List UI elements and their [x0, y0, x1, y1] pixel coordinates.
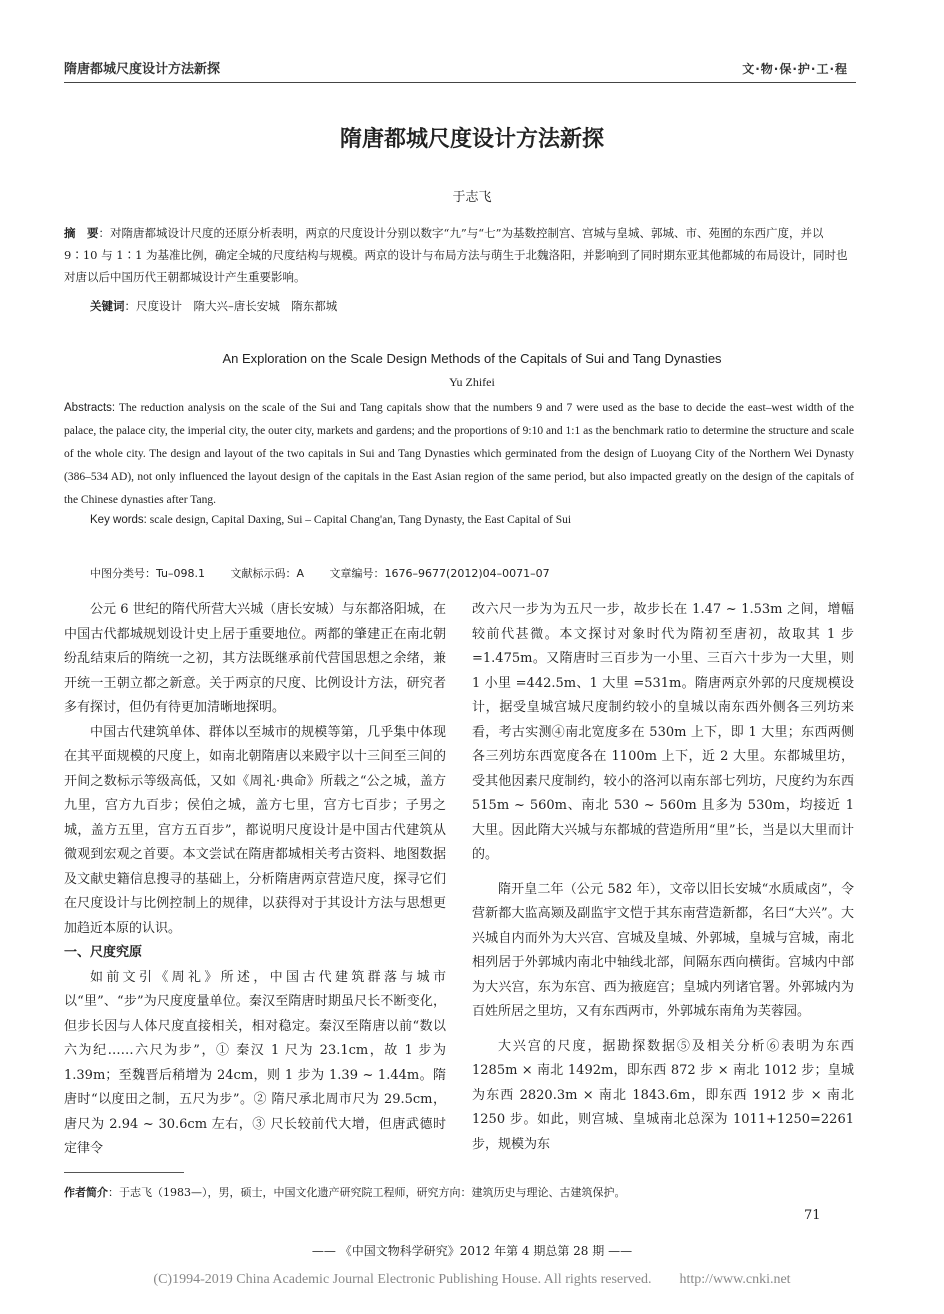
abstract-cn	[64, 222, 854, 288]
classification-line	[90, 565, 572, 581]
body-column-left	[64, 598, 446, 1162]
article-number: 文章编号：1676–9677(2012)04–0071–07	[329, 567, 550, 580]
keywords-en-text: scale design, Capital Daxing, Sui – Capital Chang'an, Tang Dynasty, the East Capital of Sui	[146, 514, 572, 526]
keywords-cn	[90, 298, 337, 314]
copyright-watermark: (C)1994-2019 China Academic Journal Electronic Publishing House. All rights reserved. http://www.cnki.net	[153, 1272, 791, 1287]
keywords-en	[90, 514, 571, 526]
body-paragraph: 大兴宫的尺度，据勘探数据⑤及相关分析⑥表明为东西 1285m × 南北 1492m，即东西 872 步 × 南北 1012 步；皇城为东西 2820.3m × 南北 1843.6m，即东西 1912 步 × 南北 1250 步。如此，则宫城、皇城南北总深为 1011+1250=2261 步，规模为东	[472, 1038, 854, 1152]
abstract-cn-text: ：对隋唐都城设计尺度的还原分析表明，两京的尺度设计分别以数字“九”与“七”为基数控制宫、宫城与皇城、郭城、市、苑囿的东西广度，并以 9∶10 与 1∶1 为基准比例，确定全城的尺度结构与规模。两京的设计与布局方法与萌生于北魏洛阳，并影响到了同时期东亚其他都城的布局设计，同时也对唐以后中国历代王朝都城设计产生重要影响。	[64, 226, 848, 284]
paper-author-en: Yu Zhifei	[449, 375, 495, 389]
paper-title-en: An Exploration on the Scale Design Methods of the Capitals of Sui and Tang Dynasties	[222, 351, 722, 366]
page-number: 71	[804, 1208, 821, 1223]
abstract-en	[64, 397, 854, 512]
clc-code: 中图分类号：Tu–098.1	[90, 567, 206, 580]
body-paragraph: 中国古代建筑单体、群体以至城市的规模等第，几乎集中体现在其平面规模的尺度上，如南北朝隋唐以来殿宇以十三间至三间的开间之数标示等级高低，又如《周礼·典命》所载之“公之城，盖方九里，宫方九百步；侯伯之城，盖方七里，宫方七百步；子男之城，盖方五里，宫方五百步”，都说明尺度设计是中国古代建筑从微观到宏观之首要。本文尝试在隋唐都城相关考古资料、地图数据及文献史籍信息搜寻的基础上，分析隋唐两京营造尺度，探寻它们在尺度设计与比例控制上的规律，以获得对于其设计方法与思想更加趋近本原的认识。	[64, 724, 446, 936]
footnote-label: 作者简介	[64, 1186, 108, 1199]
body-paragraph: 公元 6 世纪的隋代所营大兴城（唐长安城）与东都洛阳城，在中国古代都城规划设计史上居于重要地位。两都的肇建正在南北朝纷乱结束后的隋统一之初，其方法既继承前代营国思想之余绪，兼开统一王朝立都之新意。关于两京的尺度、比例设计方法，研究者多有探讨，但仍有待更加清晰地探明。	[64, 602, 446, 715]
document-code: 文献标示码：A	[230, 567, 305, 580]
section-heading: 一、尺度究原	[64, 945, 143, 960]
body-paragraph: 如前文引《周礼》所述，中国古代建筑群落与城市以“里”、“步”为尺度度量单位。秦汉至隋唐时期虽尺长不断变化，但步长因与人体尺度直接相关，相对稳定。秦汉至隋唐以前“数以六为纪……六尺为步”，① 秦汉 1 尺为 23.1cm，故 1 步为 1.39m；至魏晋后稍增为 24cm，则 1 步为 1.39 ~ 1.44m。隋唐时“以度田之制，五尺为步”。② 隋尺承北周市尺为 29.5cm，唐尺为 2.94 ~ 30.6cm 左右，③ 尺长较前代大增，但唐武德时定律令	[64, 969, 446, 1156]
journal-citation: —— 《中国文物科学研究》2012 年第 4 期总第 28 期 ——	[311, 1244, 633, 1258]
abstract-cn-label: 摘 要	[64, 226, 99, 240]
running-header-title: 隋唐都城尺度设计方法新探	[64, 62, 221, 77]
header-rule	[64, 82, 856, 83]
body-paragraph: 改六尺一步为为五尺一步，故步长在 1.47 ~ 1.53m 之间，增幅较前代甚微。本文探讨对象时代为隋初至唐初，故取其 1 步 =1.475m。又隋唐时三百步为一小里、三百六十步为一大里，则 1 小里 =442.5m、1 大里 =531m。隋唐两京外郭的尺度规模设计，据受皇城宫城尺度制约较小的皇城以南东西外侧各三列坊来看，考古实测④南北宽度多在 530m 上下，即 1 大里；东西两侧各三列坊东西宽度各在 1100m 上下，近 2 大里。东都城里坊，受其他因素尺度制约，较小的洛河以南东部七列坊，尺度约为东西 515m ~ 560m、南北 530 ~ 560m 且多为 530m，均接近 1 大里。因此隋大兴城与东都城的营造所用“里”长，当是以大里而计的。	[472, 602, 854, 862]
keywords-cn-text: ：尺度设计 隋大兴–唐长安城 隋东都城	[124, 299, 338, 313]
body-column-right	[472, 598, 854, 1157]
keywords-en-label: Key words:	[90, 514, 147, 526]
author-footnote	[64, 1184, 626, 1200]
footnote-rule	[64, 1172, 184, 1173]
paper-author: 于志飞	[452, 190, 492, 205]
keywords-cn-label: 关键词	[90, 299, 125, 313]
abstract-en-text: The reduction analysis on the scale of the Sui and Tang capitals show that the numbers 9 and 7 were used as the base to decide the east–west width of the palace, the palace city, the imperial city, the outer city, markets and gardens; and the proportions of 9:10 and 1:1 as the benchmark ratio to determine the structure and scale of the whole city. The design and layout of the two capitals in Sui and Tang Dynasties which germinated from the design of Luoyang City of the Northern Wei Dynasty (386–534 AD), not only influenced the layout design of the capitals in the East Asian region of the same period, but also impacted greatly on the design of the capitals of the Chinese dynasties after Tang.	[64, 402, 854, 506]
body-paragraph: 隋开皇二年（公元 582 年），文帝以旧长安城“水质咸卤”，令营新都大监高颎及副监宇文恺于其东南营造新都，名曰“大兴”。大兴城自内而外为大兴宫、宫城及皇城、外郭城，皇城与宫城，南北相列居于外郭城内南北中轴线北部，间隔东西向横街。宫城内中部为大兴宫，东为东宫、西为掖庭宫；皇城内列诸官署。外郭城内为百姓所居之里坊，又有东西两市，外郭城东南角为芙蓉园。	[472, 881, 854, 1019]
footnote-text: ：于志飞（1983—），男，硕士，中国文化遗产研究院工程师，研究方向：建筑历史与理论、古建筑保护。	[108, 1186, 626, 1199]
abstract-en-label: Abstracts:	[64, 402, 116, 414]
running-header-journal: 文·物·保·护·工·程	[742, 62, 848, 76]
paper-title: 隋唐都城尺度设计方法新探	[339, 127, 604, 152]
